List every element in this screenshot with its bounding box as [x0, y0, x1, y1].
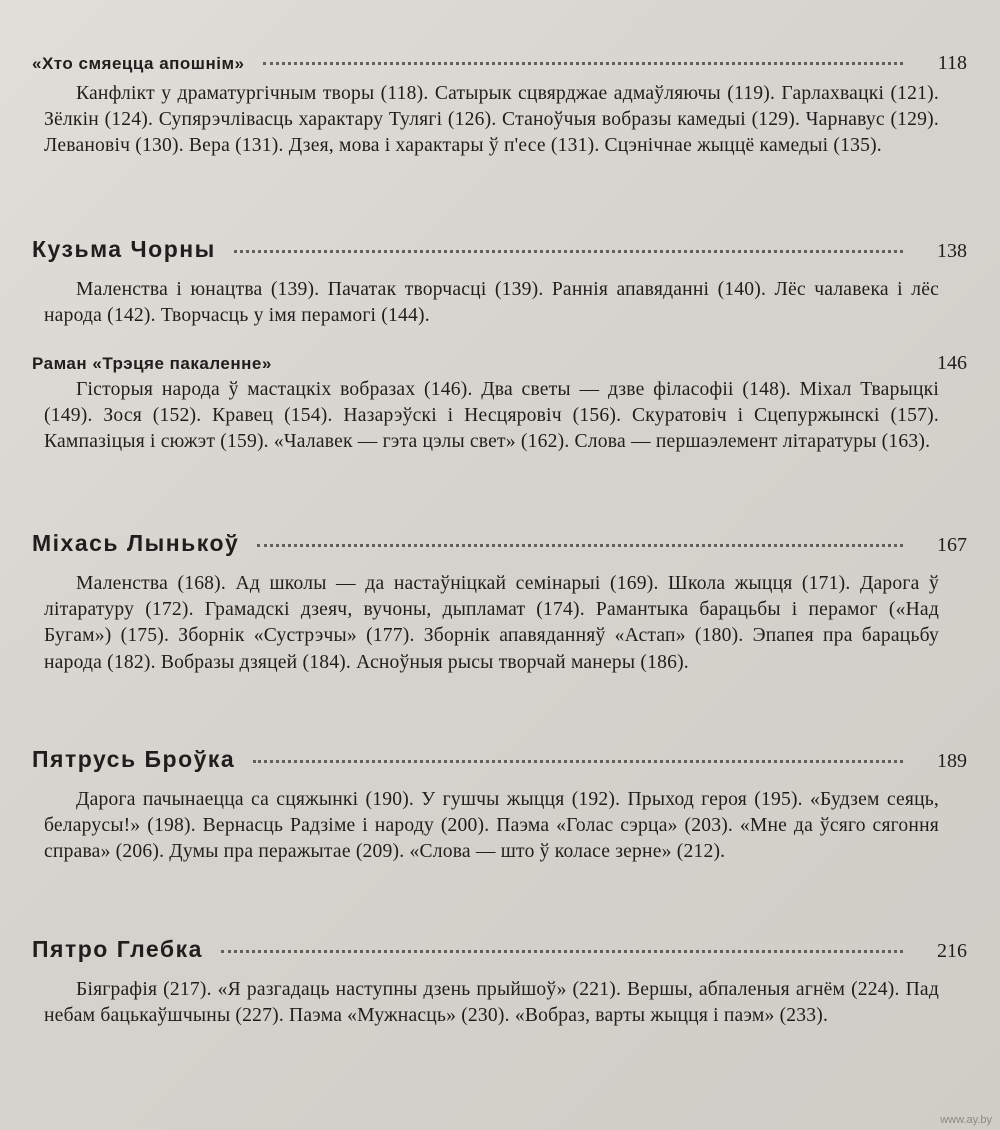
page-number: 167: [937, 534, 967, 556]
leader-spacer: [290, 364, 903, 365]
toc-entry-mikhas-lynkou: [32, 530, 967, 676]
page-number: 216: [937, 940, 967, 962]
entry-header: [32, 52, 967, 75]
entry-header: [32, 746, 967, 773]
entry-title: «Хто смяецца апошнім»: [32, 54, 245, 73]
entry-title: Міхась Лынькоў: [32, 530, 240, 556]
watermark: www.ay.by: [940, 1114, 992, 1126]
page-number: 146: [937, 352, 967, 374]
entry-description: Маленства і юнацтва (139). Пачатак творчасці (139). Раннія апавяданні (140). Лёс чалавека і лёс народа (142). Творчасць у імя перамогі (144).: [44, 279, 939, 327]
leader-dots: [263, 61, 904, 65]
leader-dots: [253, 759, 903, 763]
entry-title: Раман «Трэцяе пакаленне»: [32, 354, 272, 373]
leader-dots: [257, 543, 903, 547]
entry-description: Маленства (168). Ад школы — да настаўніцкай семінарыі (169). Школа жыцця (171). Дарога ў літаратуру (172). Грамадскі дзеяч, вучоны, дыпламат (174). Рамантыка барацьбы і перамог («Над Бугам») (175). Зборнік «Сустрэчы» (177). Зборнік апавяданняў «Астап» (180). Эпапея пра барацьбу народа (182). Вобразы дзяцей (184). Асноўныя рысы творчай манеры (186).: [44, 573, 939, 673]
entry-header: [32, 352, 967, 375]
entry-title: Пятрусь Броўка: [32, 746, 236, 772]
entry-description: Канфлікт у драматургічным творы (118). Сатырык сцвярджае адмаўляючы (119). Гарлахвацкі (121). Зёлкін (124). Супярэчлівасць характару Тулягі (126). Станоўчыя вобразы камедыі (129). Чарнавус (129). Левановіч (130). Вера (131). Дзея, мова і характары ў п'есе (131). Сцэнічнае жыццё камедыі (135).: [44, 83, 939, 157]
toc-entry-kuzma-chorny: [32, 236, 967, 329]
entry-title: Пятро Глебка: [32, 936, 203, 962]
toc-entry-piatro-glebka: [32, 936, 967, 1029]
entry-description: Гісторыя народа ў мастацкіх вобразах (146). Два светы — дзве філасофіі (148). Міхал Тварыцкі (149). Зося (152). Кравец (154). Назарэўскі і Несцяровіч (156). Скуратовіч і Сцепуржынскі (157). Кампазіцыя і сюжэт (159). «Чалавек — гэта цэлы свет» (162). Слова — першаэлемент літаратуры (163).: [44, 379, 939, 453]
page-number: 138: [937, 240, 967, 262]
page-number: 189: [937, 750, 967, 772]
leader-dots: [234, 249, 903, 253]
entry-header: [32, 936, 967, 963]
entry-header: [32, 236, 967, 263]
page-number: 118: [937, 52, 967, 74]
entry-header: [32, 530, 967, 557]
toc-entry-khto-smiaiecca: [32, 52, 967, 160]
entry-description: Дарога пачынаецца са сцяжынкі (190). У гушчы жыцця (192). Прыход героя (195). «Будзем сеяць, беларусы!» (198). Вернасць Радзіме і народу (200). Паэма «Голас сэрца» (203). «Мне да ўсяго сягоння справа» (206). Думы пра перажытае (209). «Слова — што ў коласе зерне» (212).: [44, 789, 939, 863]
entry-title: Кузьма Чорны: [32, 236, 216, 262]
toc-entry-piatrus-brouka: [32, 746, 967, 866]
toc-entry-roman-treciae-pakalenne: [32, 352, 967, 456]
entry-description: Біяграфія (217). «Я разгадаць наступны дзень прыйшоў» (221). Вершы, абпаленыя агнём (224). Пад небам бацькаўшчыны (227). Паэма «Мужнасць» (230). «Вобраз, варты жыцця і паэм» (233).: [44, 979, 939, 1027]
leader-dots: [221, 949, 903, 953]
